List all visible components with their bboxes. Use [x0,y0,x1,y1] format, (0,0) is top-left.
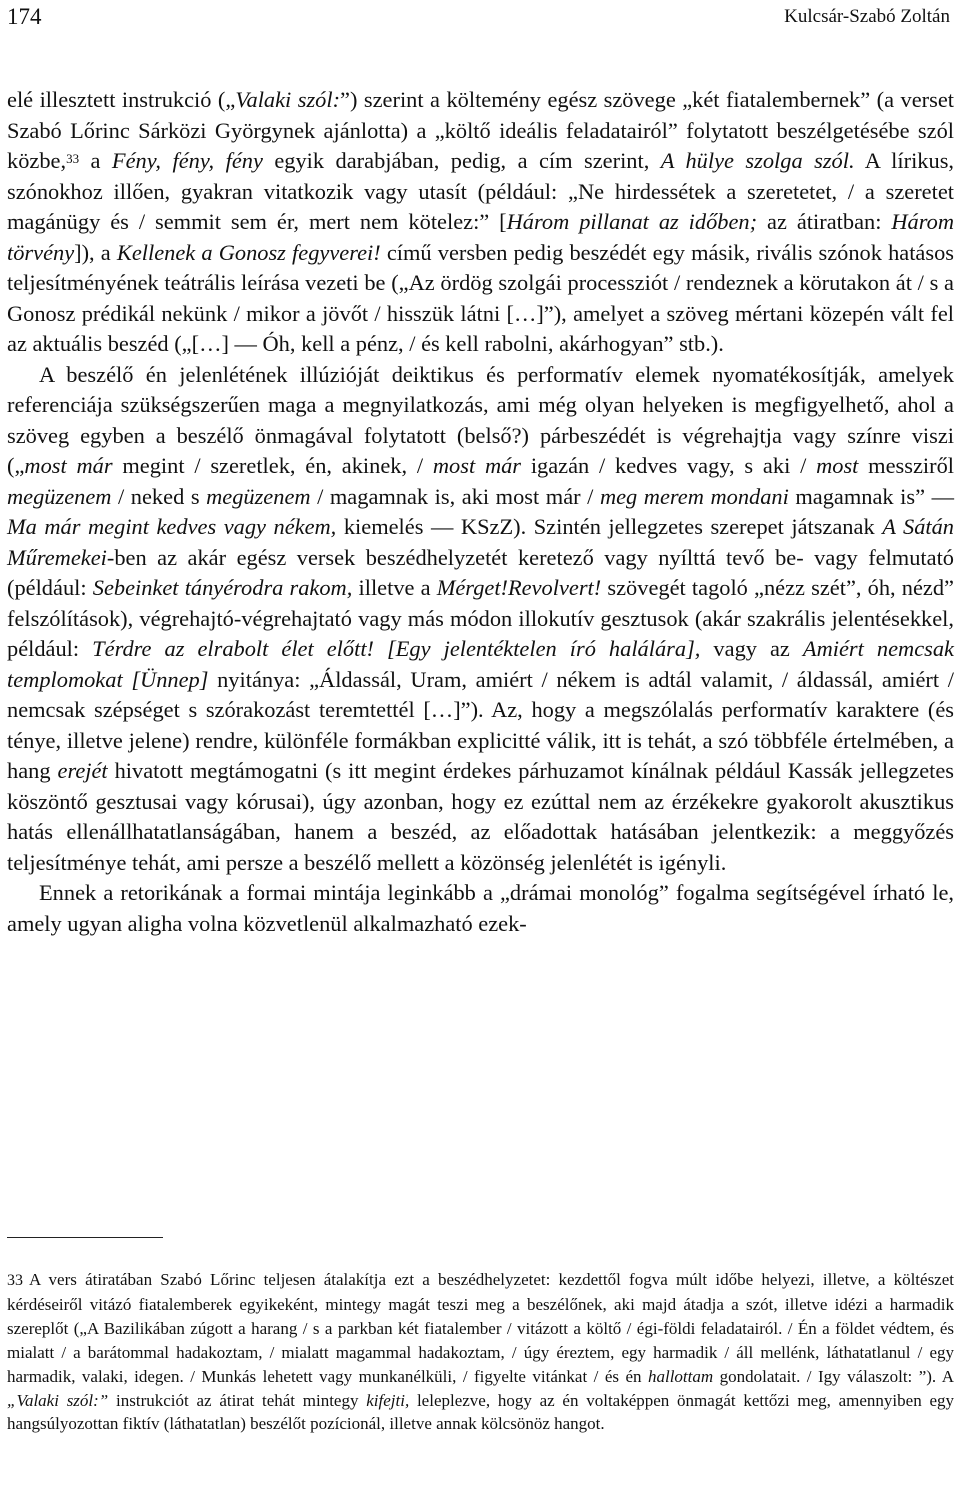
italic-span: most már [24,453,113,478]
body-text [7,85,954,939]
text-span: ]), a [74,239,117,265]
italic-span: Kellenek a Gonosz fegyverei! [116,239,381,265]
italic-span: megüzenem [206,483,311,509]
text-span: egyik darabjában, pedig, a cím szerint, [262,148,661,173]
running-head: Kulcsár-Szabó Zoltán [784,6,950,27]
italic-span: Sebeinket tányérodra rakom, [92,575,353,600]
paragraph [7,360,954,879]
text-span: messziről [858,453,954,478]
text-span: vagy az [700,636,803,661]
italic-span: Három törvény [7,209,954,265]
italic-span: erejét [57,758,108,783]
text-span: hivatott megtámogatni (s itt megint érdekes párhuzamot kínálnak például Kassák jellegzetes köszöntő gesztusai vagy kórusai), úgy azonban, hogy ez ezúttal nem az érzékekre gyakorolt akusztikus hatás ellenállhatatlanságában, hanem a beszéd, az előadottak hatásában jelentkezik: a meggyőzés teljesítménye tehát, ami persze a beszélő mellett a közönség jelenlétét is igényli. [7,758,955,875]
italic-span: Amiért nemcsak templomokat [Ünnep] [7,636,954,692]
italic-span: megüzenem [7,483,112,509]
text-span: ”) szerint a költemény egész szövege „két fiatalembernek” (a verset Szabó Lőrinc Sárközi Györgynek ajánlotta) a „költő ideális feladatairól” folytatott beszélgetésébe szól közbe, [7,87,954,173]
text-span: megint / szeretlek, én, akinek, / [112,453,433,478]
footnote-ref: 33 [66,151,80,166]
italic-span: hallottam [647,1366,714,1386]
page-header [7,4,950,34]
text-span: A vers átiratában Szabó Lőrinc teljesen átalakítja ezt a beszédhelyzetet: kezdettől fogva múlt időbe helyezi, illetve, a költészet kérdéseiről vitázó fiatalemberek egyikeként, mintegy magát teszi meg a beszélőnek, aki majd átadja a szót, illetve idézi a harmadik szereplőt („A Bazilikában zúgott a harang / s a parkban két fiatalember / vitázott a költő / égi-földi feladatairól. / Én a földet védtem, és mialatt / a barátommal hadakoztam, / mialatt magammal hadakoztam, / úgy éreztem, egy harmadik / áll mellénk, láthatatlanul / egy harmadik, valaki, idegen. / Munkás lehetett vagy munkanélküli, / figyelte vitánkat / és én [7,1270,954,1386]
text-span: elé illesztett instrukció („ [7,87,236,112]
text-span: Ennek a retorikának a formai mintája leginkább a „drámai monológ” fogalma segítségével írható le, amely ugyan aligha volna közvetlenül alkalmazható ezek- [7,880,954,936]
text-span: -ben az akár egész versek beszédhelyzetét keretező vagy nyílttá tevő be- vagy felmutató (például: [7,544,954,600]
footnote-number: 33 [7,1272,23,1289]
italic-span: „Valaki szól:” [7,1390,109,1410]
italic-span: Fény, fény, fény [111,148,263,173]
text-span: magamnak is” — [788,483,954,509]
text-span: instrukciót az átirat tehát mintegy [108,1390,367,1410]
italic-span: A hülye szolga szól. [660,148,855,173]
page-number: 174 [7,4,42,29]
text-span: című versben pedig beszédét egy másik, rivális szónok hatásos teljesítményének teátrális leírása vezeti be („Az ördög szolgái processziót / rendeznek a körutakon át / s a Gonosz prédikál nekünk / mikor a jövőt / hisszük látni […]”), amelyet a szöveg mértani közepén vált fel az aktuális beszéd („[…] — Óh, kell a pénz, / és kell rabolni, akárhogyan” stb.). [7,239,954,356]
text-span: az átiratban: [757,209,892,234]
text-span: illetve a [352,575,437,600]
italic-span: meg merem mondani [599,483,789,509]
paragraph [7,85,954,360]
footnote-rule [7,1237,163,1238]
text-span: leleplezve, hogy az én voltaképpen önmagát kettőzi meg, amennyiben egy hangsúlyozottan fiktív (láthatatlan) beszélőt pozícionál, illetve annak kölcsönöz hangot. [7,1390,954,1434]
italic-span: A Sátán Műremekei [7,514,955,570]
text-span: A beszélő én jelenlétének illúzióját deiktikus és performatív elemek nyomatékosítják, amelyek referenciája szükségszerűen maga a megnyilatkozás, ami még olyan helyeken is megfigyelhető, ahol a szöveg egyben a beszélő önmagával folytatott (belső?) párbeszédét is végrehajtja vagy színre viszi („ [7,361,954,478]
text-span: A lírikus, szónokhoz illően, gyakran vitatkozik vagy utasít (például: „Ne hirdessétek a szeretetet, / a szeretet magánügy és / semmit sem ér, mert nem kötelez:” [ [7,148,955,234]
text-span: a [79,148,112,173]
text-span: / neked s [111,483,207,509]
text-span: nyitánya: „Áldassál, Uram, amiért / nékem is adtál valamit, / áldassál, amiért / nemcsak szépséget s szórakozást teremtettél […]”). Az, hogy a megszólalás performatív karaktere (és ténye, illetve jelene) rendre, különféle formákban explicitté válik, itt is tehát, a szó többféle értelmében, a hang [7,666,954,783]
italic-span: Három pillanat az időben; [506,209,758,234]
italic-span: Valaki szól: [235,87,341,112]
paragraph [7,878,954,939]
footnote-text [7,1270,954,1433]
text-span: szövegét tagoló „nézz szét”, óh, nézd” felszólítások), végrehajtó-végrehajtató vagy más módon illokutív gesztusok (akár szakrális jelentésekkel, például: [7,575,954,661]
italic-span: most már [432,453,522,478]
text-span: igazán / kedves vagy, s aki / [521,453,817,478]
italic-span: kifejti, [366,1390,410,1410]
italic-span: Ma már megint kedves vagy nékem, [7,514,337,539]
text-span: / magamnak is, aki most már / [310,483,600,509]
italic-span: Mérget!Revolvert! [436,575,602,600]
text-span: kiemelés — KSzZ). Szintén jellegzetes szerepet játszanak [336,514,883,539]
footnote [7,1268,954,1436]
italic-span: Térdre az elrabolt élet előtt! [Egy jelentéktelen író halálára], [92,636,701,661]
italic-span: most [816,453,859,478]
text-span: gondolatait. / Igy válaszolt: ”). A [713,1366,954,1386]
